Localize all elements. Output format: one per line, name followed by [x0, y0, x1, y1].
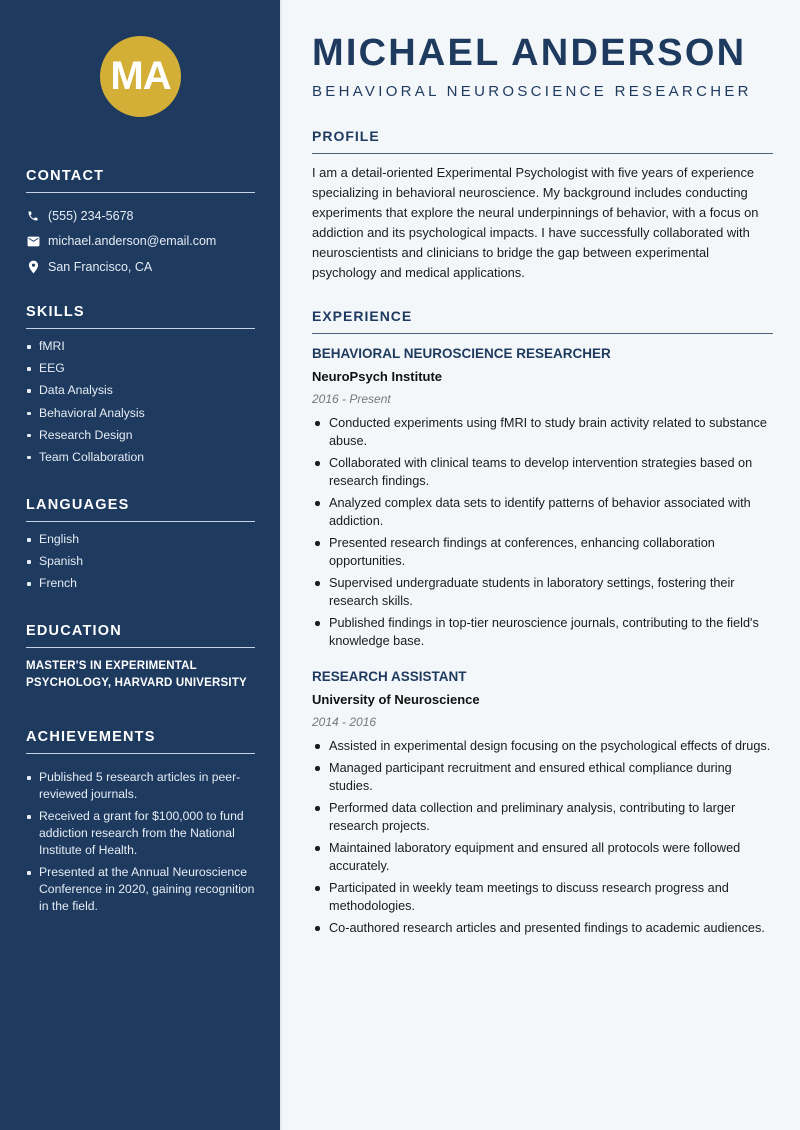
- experience-title: EXPERIENCE: [312, 308, 773, 334]
- achievement-item: Presented at the Annual Neuroscience Conference in 2020, gaining recognition in the field.: [26, 864, 255, 915]
- achievements-list: [26, 769, 255, 915]
- profile-title: PROFILE: [312, 128, 773, 154]
- job-bullet: Managed participant recruitment and ensured ethical compliance during studies.: [312, 759, 777, 795]
- profile-text: I am a detail-oriented Experimental Psychologist with five years of experience specializing in behavioral neuroscience. My background includes conducting experiments that explore the neural underpinnings of behavior, with a focus on addiction and its psychological impacts. I have successfully collaborated with neuroscientists and clinicians to bridge the gap between experimental psychology and medical applications.: [312, 165, 759, 281]
- job-company: NeuroPsych Institute: [312, 369, 443, 384]
- job-bullet: Published findings in top-tier neuroscience journals, contributing to the field's knowledge base.: [312, 614, 777, 650]
- achievements-section: [26, 729, 255, 921]
- job-bullet: Participated in weekly team meetings to discuss research progress and methodologies.: [312, 879, 777, 915]
- job-title: BEHAVIORAL NEUROSCIENCE RESEARCHER: [312, 346, 611, 361]
- languages-list: [26, 531, 255, 592]
- contact-email-text[interactable]: michael.anderson@email.com: [48, 234, 217, 249]
- achievements-title: ACHIEVEMENTS: [26, 729, 255, 754]
- job-bullet: Assisted in experimental design focusing on the psychological effects of drugs.: [312, 737, 777, 755]
- skills-section: [26, 304, 255, 471]
- skill-item: Research Design: [26, 427, 255, 444]
- job-dates: 2014 - 2016: [312, 715, 377, 729]
- job-bullet: Presented research findings at conferences, enhancing collaboration opportunities.: [312, 534, 777, 570]
- contact-phone: [26, 203, 255, 229]
- skill-item: EEG: [26, 360, 255, 377]
- email-icon: [26, 234, 40, 248]
- contact-section: [26, 168, 255, 280]
- job-bullet: Analyzed complex data sets to identify patterns of behavior associated with addiction.: [312, 494, 777, 530]
- location-pin-icon: [26, 260, 40, 274]
- language-item: French: [26, 575, 255, 592]
- languages-title: LANGUAGES: [26, 497, 255, 522]
- main-content: [280, 0, 800, 1130]
- languages-section: [26, 497, 255, 598]
- job-bullets: [312, 737, 777, 937]
- job-title: RESEARCH ASSISTANT: [312, 669, 467, 684]
- achievement-item: Received a grant for $100,000 to fund addiction research from the National Institute of Health.: [26, 808, 255, 859]
- job-company: University of Neuroscience: [312, 692, 480, 707]
- sidebar: [0, 0, 280, 1130]
- job-bullets: [312, 414, 777, 650]
- candidate-name: MICHAEL ANDERSON: [312, 32, 747, 74]
- avatar-initials: MA: [110, 54, 171, 98]
- job-bullet: Co-authored research articles and presented findings to academic audiences.: [312, 919, 777, 937]
- contact-location: [26, 254, 255, 280]
- job-bullet: Supervised undergraduate students in laboratory settings, fostering their research skills.: [312, 574, 777, 610]
- job-entry: [312, 345, 777, 654]
- job-bullet: Conducted experiments using fMRI to study brain activity related to substance abuse.: [312, 414, 777, 450]
- contact-title: CONTACT: [26, 168, 255, 193]
- job-bullet: Maintained laboratory equipment and ensured all protocols were followed accurately.: [312, 839, 777, 875]
- skills-title: SKILLS: [26, 304, 255, 329]
- skill-item: Behavioral Analysis: [26, 405, 255, 422]
- skills-list: [26, 338, 255, 466]
- job-bullet: Collaborated with clinical teams to develop intervention strategies based on research findings.: [312, 454, 777, 490]
- contact-email: [26, 229, 255, 255]
- education-section: [26, 623, 255, 692]
- contact-phone-text[interactable]: (555) 234-5678: [48, 208, 134, 223]
- language-item: Spanish: [26, 553, 255, 570]
- job-entry: [312, 668, 777, 941]
- avatar: [100, 36, 181, 117]
- contact-location-text: San Francisco, CA: [48, 259, 153, 274]
- education-title: EDUCATION: [26, 623, 255, 648]
- contact-list: [26, 203, 255, 280]
- language-item: English: [26, 531, 255, 548]
- skill-item: fMRI: [26, 338, 255, 355]
- phone-icon: [26, 209, 40, 223]
- skill-item: Data Analysis: [26, 382, 255, 399]
- skill-item: Team Collaboration: [26, 449, 255, 466]
- candidate-role: BEHAVIORAL NEUROSCIENCE RESEARCHER: [312, 83, 752, 100]
- job-dates: 2016 - Present: [312, 392, 391, 406]
- job-bullet: Performed data collection and preliminary analysis, contributing to larger research projects.: [312, 799, 777, 835]
- achievement-item: Published 5 research articles in peer-reviewed journals.: [26, 769, 255, 803]
- education-degree: MASTER'S IN EXPERIMENTAL PSYCHOLOGY, HARVARD UNIVERSITY: [26, 660, 247, 689]
